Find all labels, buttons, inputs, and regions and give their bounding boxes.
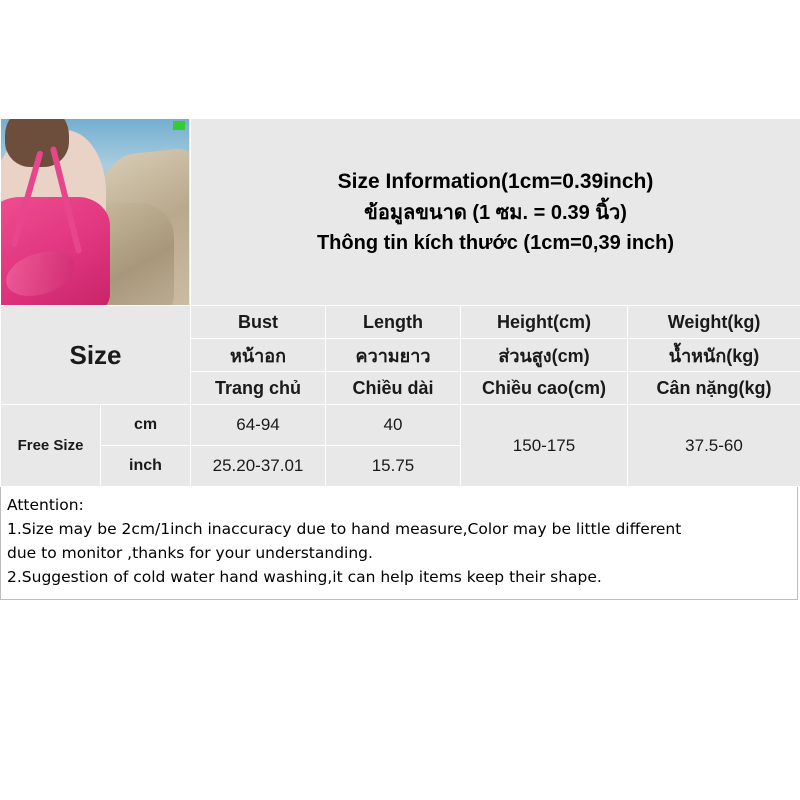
col-height-en: Height(cm) <box>461 306 628 339</box>
column-header-row-en <box>1 306 800 339</box>
col-bust-vi: Trang chủ <box>191 372 326 405</box>
title-english: Size Information(1cm=0.39inch) <box>337 169 654 193</box>
bust-cm-value: 64-94 <box>191 405 326 446</box>
col-height-th: ส่วนสูง(cm) <box>461 339 628 372</box>
header-row <box>1 119 800 306</box>
col-length-en: Length <box>326 306 461 339</box>
unit-inch: inch <box>101 446 191 487</box>
title-vietnamese: Thông tin kích thước (1cm=0,39 inch) <box>316 231 675 254</box>
product-photo <box>1 119 189 305</box>
size-chart-sheet <box>0 118 800 600</box>
unit-cm: cm <box>101 405 191 446</box>
row-cm <box>1 405 800 446</box>
attention-line-1: 1.Size may be 2cm/1inch inaccuracy due to hand measure,Color may be little different <box>7 520 682 539</box>
weight-value: 37.5-60 <box>628 405 800 487</box>
height-value: 150-175 <box>461 405 628 487</box>
green-marker-icon <box>173 121 185 130</box>
col-bust-en: Bust <box>191 306 326 339</box>
product-photo-cell <box>1 119 191 306</box>
title-cell <box>191 119 800 306</box>
col-bust-th: หน้าอก <box>191 339 326 372</box>
title-thai: ข้อมูลขนาด (1 ซม. = 0.39 นิ้ว) <box>364 201 627 224</box>
attention-line-3: 2.Suggestion of cold water hand washing,it can help items keep their shape. <box>7 568 602 587</box>
col-weight-en: Weight(kg) <box>628 306 800 339</box>
col-length-vi: Chiều dài <box>326 372 461 405</box>
length-inch-value: 15.75 <box>326 446 461 487</box>
size-header-cell: Size <box>1 306 191 405</box>
col-length-th: ความยาว <box>326 339 461 372</box>
row-label-free-size: Free Size <box>1 405 101 487</box>
attention-line-2: due to monitor ,thanks for your understanding. <box>7 544 373 563</box>
title-block <box>201 166 790 259</box>
bust-inch-value: 25.20-37.01 <box>191 446 326 487</box>
attention-heading: Attention: <box>7 496 84 514</box>
size-information-table <box>0 118 800 487</box>
col-height-vi: Chiều cao(cm) <box>461 372 628 405</box>
col-weight-vi: Cân nặng(kg) <box>628 372 800 405</box>
length-cm-value: 40 <box>326 405 461 446</box>
col-weight-th: น้ำหนัก(kg) <box>628 339 800 372</box>
attention-block <box>0 487 798 600</box>
